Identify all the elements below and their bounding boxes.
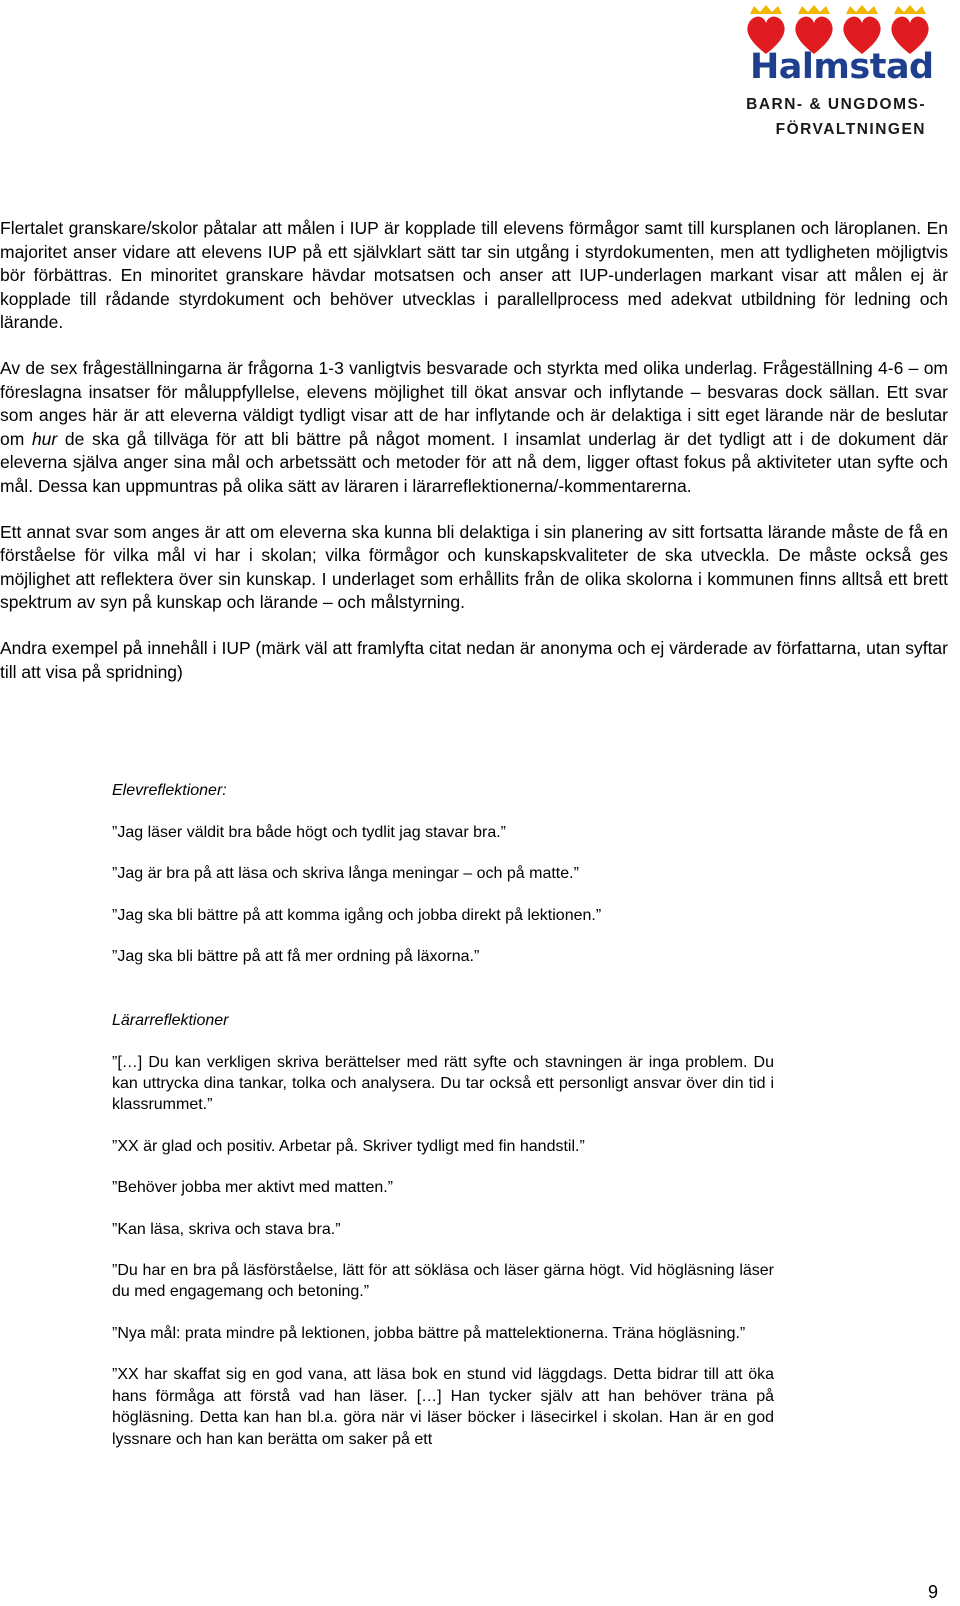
teacher-quote: ”[…] Du kan verkligen skriva berättelser med rätt syfte och stavningen är inga problem. Du kan uttrycka dina tankar, tolka och analysera. Du tar också ett personligt ansvar över din tid i klassrummet.” — [112, 1053, 774, 1114]
teacher-quote: ”Du har en bra på läsförståelse, lätt för att sökläsa och läser gärna högt. Vid högläsning läser du med engagemang och betoning.” — [112, 1262, 774, 1301]
logo-subtitle — [720, 92, 926, 142]
student-quote: ”Jag ska bli bättre på att komma igång och jobba direkt på lektionen.” — [112, 906, 602, 924]
elevreflektioner-heading: Elevreflektioner: — [112, 782, 227, 799]
quotes-section — [112, 780, 774, 1470]
logo-subtitle-line-1: BARN- & UNGDOMS- — [746, 96, 926, 113]
paragraph-3: Ett annat svar som anges är att om eleverna ska kunna bli delaktiga i sin planering av sitt fortsatta lärande måste de få en förståelse för vilka mål vi har i skolan; vilka förmågor och kunskapskvaliteter de ska utveckla. De måste också ges möjlighet att reflektera över sin kunskap. I underlaget som erhållits från de olika skolorna i kommunen finns alltså ett brett spektrum av syn på kunskap och lärande – och målstyrning. — [0, 521, 948, 613]
paragraph-4: Andra exempel på innehåll i IUP (märk väl att framlyfta citat nedan är anonyma och ej värderade av författarna, utan syftar till att visa på spridning) — [0, 637, 948, 682]
teacher-quote: ”Nya mål: prata mindre på lektionen, jobba bättre på mattelektionerna. Träna högläsning.” — [112, 1324, 746, 1342]
student-quote: ”Jag ska bli bättre på att få mer ordning på läxorna.” — [112, 948, 480, 966]
student-quote: ”Jag är bra på att läsa och skriva långa meningar – och på matte.” — [112, 865, 579, 883]
teacher-quote: ”XX har skaffat sig en god vana, att läsa bok en stund vid läggdags. Detta bidrar till att öka hans förmåga att förstå vad han läser. […] Han tycker själv att han behöver träna på högläsning. Detta kan han bl.a. göra när vi läser böcker i läsecirkel i skolan. Han är en god lyssnare och han kan berätta om saker på ett — [112, 1366, 774, 1448]
section-gap — [112, 988, 774, 1010]
student-quote: ”Jag läser väldit bra både högt och tydlit jag stavar bra.” — [112, 824, 506, 841]
main-text — [0, 217, 948, 706]
logo-name: Halmstad — [750, 47, 934, 87]
teacher-quote: ”XX är glad och positiv. Arbetar på. Skriver tydligt med fin handstil.” — [112, 1137, 585, 1155]
halmstad-logo — [720, 4, 952, 138]
logo-subtitle-line-2: FÖRVALTNINGEN — [775, 121, 926, 138]
paragraph-2-part-2: de ska gå tillväga för att bli bättre på något moment. I insamlat underlag är det tydligt att i de dokument där eleverna själva anger sina mål och arbetssätt och metoder för att nå dem, ligger oftast fokus på aktiviteter utan syfte och mål. Dessa kan uppmuntras på olika sätt av läraren i lärarreflektionerna/-kommentarerna. — [0, 428, 948, 496]
paragraph-2 — [0, 357, 948, 499]
paragraph-1: Flertalet granskare/skolor påtalar att målen i IUP är kopplade till elevens förmågor samt till kursplanen och läroplanen. En majoritet anser vidare att elevens IUP på ett självklart sätt tar sin utgång i styrdokumenten, men att tydligheten möjligtvis bör förbättras. En minoritet granskare hävdar motsatsen och anser att IUP-underlagen markant visar att målen ej är kopplade till rådande styrdokument och behöver utvecklas i parallellprocess med adekvat utbildning för ledning och lärande. — [0, 218, 948, 333]
teacher-quote: ”Behöver jobba mer aktivt med matten.” — [112, 1179, 394, 1197]
lararreflektioner-heading: Lärarreflektioner — [112, 1011, 229, 1029]
page-number: 9 — [927, 1582, 938, 1602]
paragraph-2-part-1: Av de sex frågeställningarna är frågorna 1-3 vanligtvis besvarade och styrkta med olika underlag. Frågeställning 4-6 – om föreslagna insatser för måluppfyllelse, elevens möjlighet till ökat ansvar och inflytande – besvaras dock sällan. Ett svar som anges här är att eleverna väldigt tydligt visar att de har inflytande och är delaktiga i sitt eget lärande när de beslutar om — [0, 357, 948, 449]
paragraph-2-emphasis: hur — [31, 428, 58, 449]
teacher-quote: ”Kan läsa, skriva och stava bra.” — [112, 1220, 341, 1238]
